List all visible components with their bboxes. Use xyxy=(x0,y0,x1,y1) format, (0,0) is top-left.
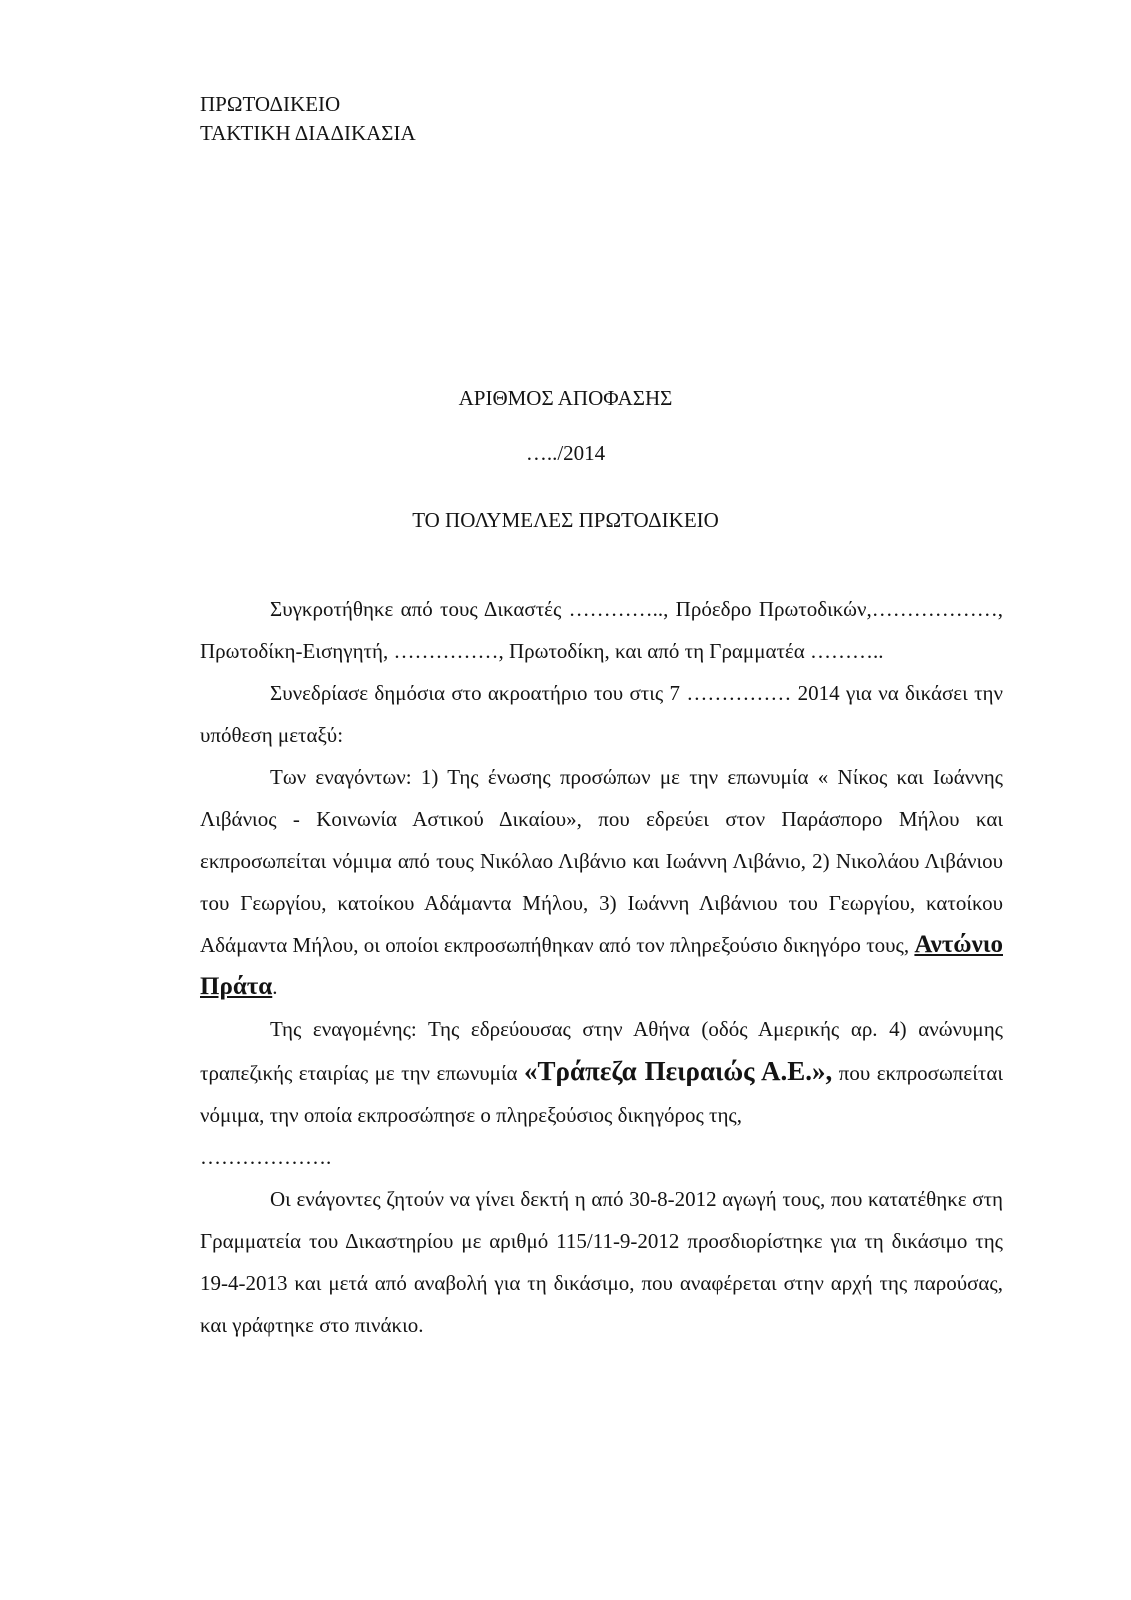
defendant-paragraph xyxy=(200,1008,1003,1136)
defendant-text: Της εναγομένης: Της εδρεύουσας στην Αθήνα (οδός Αμερικής αρ. 4) ανώνυμης τραπεζικής εταιρίας με την επωνυμία xyxy=(200,1017,1003,1085)
plaintiffs-text: Των εναγόντων: 1) Της ένωσης προσώπων με την επωνυμία « Νίκος και Ιωάννης Λιβάνιος - Κοινωνία Αστικού Δικαίου», που εδρεύει στον Παράσπορο Μήλου και εκπροσωπείται νόμιμα από τους Νικόλαο Λιβάνιο και Ιωάννη Λιβάνιο, 2) Νικολάου Λιβάνιου του Γεωργίου, κατοίκου Αδάμαντα Μήλου, 3) Ιωάννη Λιβάνιου του Γεωργίου, κατοίκου Αδάμαντα Μήλου, οι οποίοι εκπροσωπήθηκαν από τον πληρεξούσιο δικηγόρο τους, xyxy=(200,765,1003,957)
decision-title: ΑΡΙΘΜΟΣ ΑΠΟΦΑΣΗΣ xyxy=(458,386,673,410)
defendant-lawyer-blank: ………………. xyxy=(200,1145,332,1169)
defendant-end: που εκπροσωπείται νόμιμα, την οποία εκπροσώπησε ο πληρεξούσιος δικηγόρος της, xyxy=(200,1061,1003,1127)
court-name: ΤΟ ΠΟΛΥΜΕΛΕΣ ΠΡΩΤΟΔΙΚΕΙΟ xyxy=(412,508,719,532)
document-header xyxy=(200,90,416,148)
plaintiffs-paragraph xyxy=(200,756,1003,1008)
defendant-bank-name: «Τράπεζα Πειραιώς Α.Ε.», xyxy=(524,1056,833,1086)
plaintiffs-end: . xyxy=(272,975,278,999)
procedure-heading: ΤΑΚΤΙΚΗ ΔΙΑΔΙΚΑΣΙΑ xyxy=(200,121,416,145)
claim-paragraph: Οι ενάγοντες ζητούν να γίνει δεκτή η από 30-8-2012 αγωγή τους, που κατατέθηκε στη Γραμματεία του Δικαστηρίου με αριθμό 115/11-9-2012 προσδιορίστηκε για τη δικάσιμο της 19-4-2013 και μετά από αναβολή για τη δικάσιμο, που αναφέρεται στην αρχή της παρούσας, και γράφτηκε στο πινάκιο. xyxy=(200,1187,1003,1337)
decision-number: …../2014 xyxy=(525,441,606,465)
court-heading: ΠΡΩΤΟΔΙΚΕΙΟ xyxy=(200,92,341,116)
plaintiffs-lawyer-name: Αντώνιο Πράτα xyxy=(200,931,1003,1000)
session-paragraph: Συνεδρίασε δημόσια στο ακροατήριο του στις 7 …………… 2014 για να δικάσει την υπόθεση μεταξύ: xyxy=(200,681,1003,747)
document-body xyxy=(200,588,1003,1346)
composition-paragraph: Συγκροτήθηκε από τους Δικαστές ………….., Πρόεδρο Πρωτοδικών,………………, Πρωτοδίκη-Εισηγητή, ……………, Πρωτοδίκη, και από τη Γραμματέα ……….. xyxy=(200,597,1003,663)
